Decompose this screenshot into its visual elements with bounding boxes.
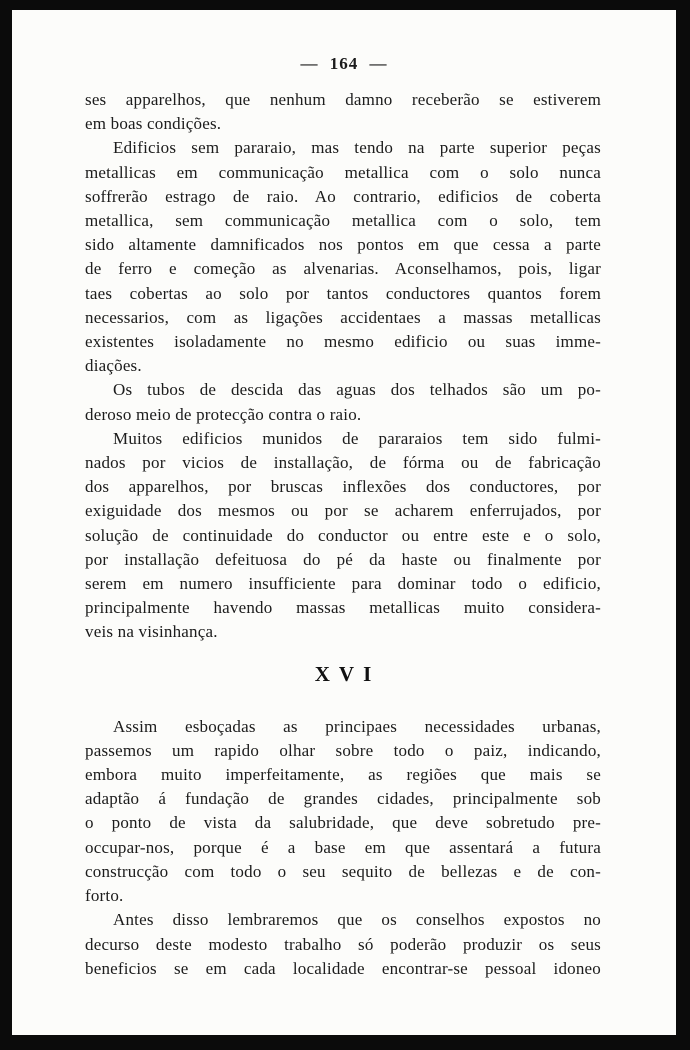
text-line: dos apparelhos, por bruscas inflexões dos conductores, por: [85, 477, 601, 497]
text-line: por installação defeituosa do pé da haste ou finalmente por: [85, 549, 601, 569]
text-line: ses apparelhos, que nenhum damno receberão se estiverem: [85, 90, 601, 109]
text-line: Muitos edificios munidos de pararaios tem sido fulmi-: [113, 428, 601, 448]
text-line: deroso meio de protecção contra o raio.: [85, 404, 362, 424]
text-line: em boas condições.: [85, 114, 222, 134]
text-line: occupar-nos, porque é a base em que assentará a futura: [85, 837, 601, 857]
book-page: [12, 10, 676, 1035]
text-line: metallica, sem communicação metallica com o solo, tem: [85, 211, 601, 231]
text-line: taes cobertas ao solo por tantos conductores quantos forem: [85, 283, 601, 303]
text-line: Os tubos de descida das aguas dos telhados são um po-: [113, 380, 601, 400]
text-line: existentes isoladamente no mesmo edificio ou suas imme-: [85, 332, 601, 352]
text-line: principalmente havendo massas metallicas muito considera-: [85, 598, 601, 618]
text-line: embora muito imperfeitamente, as regiões que mais se: [85, 765, 601, 785]
text-line: diações.: [85, 356, 142, 376]
text-line: forto.: [85, 886, 124, 906]
text-line: veis na visinhança.: [85, 622, 218, 642]
text-line: Edificios sem pararaio, mas tendo na parte superior peças: [113, 138, 601, 158]
section-heading: XVI: [314, 661, 381, 686]
text-line: Assim esboçadas as principaes necessidades urbanas,: [113, 716, 601, 736]
text-line: soffrerão estrago de raio. Ao contrario, edificios de coberta: [85, 186, 601, 206]
text-line: passemos um rapido olhar sobre todo o paiz, indicando,: [85, 740, 601, 760]
text-line: de ferro e começão as alvenarias. Aconselhamos, pois, ligar: [85, 259, 601, 279]
text-line: o ponto de vista da salubridade, que deve sobretudo pre-: [85, 813, 601, 833]
text-line: exiguidade dos mesmos ou por se acharem enferrujados, por: [85, 501, 601, 521]
text-line: construcção com todo o seu sequito de bellezas e de con-: [85, 861, 601, 881]
text-line: nados por vicios de installação, de fórma ou de fabricação: [85, 453, 601, 473]
text-line: sido altamente damnificados nos pontos em que cessa a parte: [85, 235, 601, 255]
text-line: adaptão á fundação de grandes cidades, principalmente sob: [85, 789, 601, 809]
text-line: beneficios se em cada localidade encontrar-se pessoal idoneo: [85, 958, 601, 978]
text-line: solução de continuidade do conductor ou entre este e o solo,: [85, 525, 601, 545]
text-line: Antes disso lembraremos que os conselhos expostos no: [113, 910, 601, 930]
text-column: [85, 88, 601, 981]
text-line: decurso deste modesto trabalho só poderão produzir os seus: [85, 934, 601, 954]
text-line: metallicas em communicação metallica com o solo nunca: [85, 162, 601, 182]
page-number: — 164 —: [300, 54, 388, 73]
text-line: serem em numero insufficiente para dominar todo o edificio,: [85, 574, 601, 594]
text-line: necessarios, com as ligações accidentaes a massas metallicas: [85, 307, 601, 327]
